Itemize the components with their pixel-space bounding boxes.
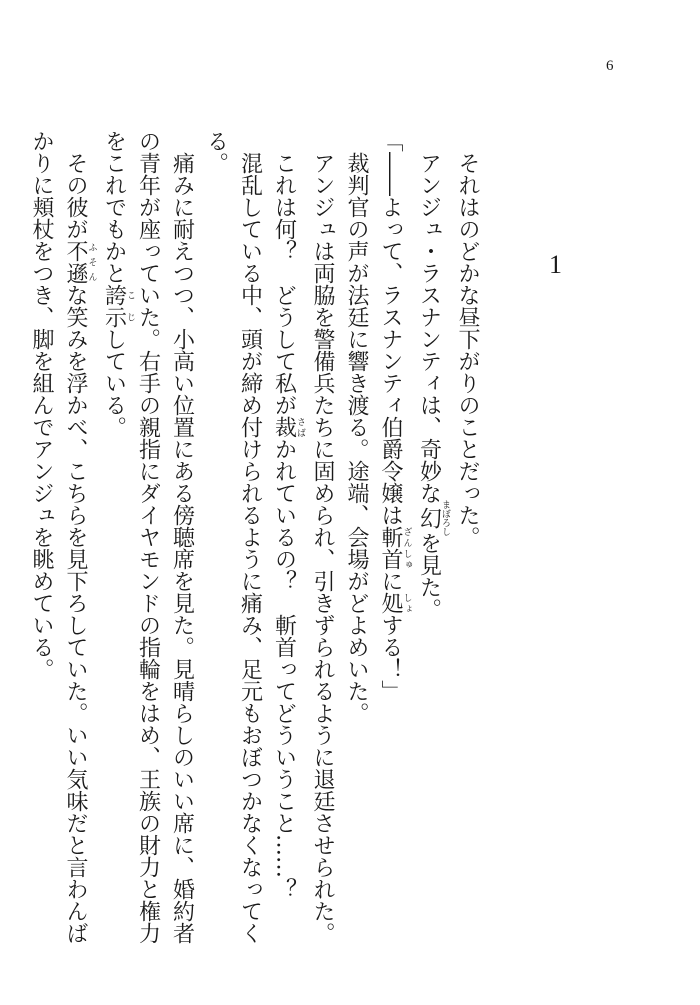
body-text [24,130,484,965]
ruby-annotation: 誇示こじ [101,284,135,328]
ruby-annotation: 処しょ [378,592,412,614]
chapter-number: 1 [549,250,562,279]
paragraph: アンジュは両脇を警備兵たちに固められ、引きずられるように退廷させられた。 [310,130,335,944]
ruby-annotation: 斬首ざんしゅ [378,526,412,570]
paragraph: アンジュ・ラスナンティは、奇妙な幻まぼろしを見た。 [416,130,450,620]
ruby-annotation: 幻まぼろし [416,500,450,536]
page-number: 6 [606,58,614,74]
paragraph: 痛みに耐えつつ、小高い位置にある傍聴席を見た。見晴らしのいい席に、婚約者の青年が座っていた。右手の親指にダイヤモンドの指輪をはめ、王族の財力と権力をこれでもかと誇示こじしている。 [101,130,195,944]
ruby-annotation: 不遜ふそん [63,240,97,284]
paragraph: これは何？ どうして私が裁さばかれているの？ 斬首ってどういうこと……？ [271,130,305,900]
paragraph: 裁判官の声が法廷に響き渡る。途端、会場がどよめいた。 [344,130,369,724]
paragraph: 「――よって、ラスナンティ伯爵令嬢は斬首ざんしゅに処しょする！」 [378,130,412,702]
paragraph: それはのどかな昼下がりのことだった。 [455,130,480,548]
paragraph: 混乱している中、頭が締め付けられるように痛み、足元もおぼつかなくなってくる。 [203,130,263,944]
paragraph: その彼が不遜ふそんな笑みを浮かべ、こちらを見下ろしていた。いい気味だと言わんばかりに頬杖をつき、脚を組んでアンジュを眺めている。 [29,130,97,944]
ruby-annotation: 裁さば [271,416,305,438]
